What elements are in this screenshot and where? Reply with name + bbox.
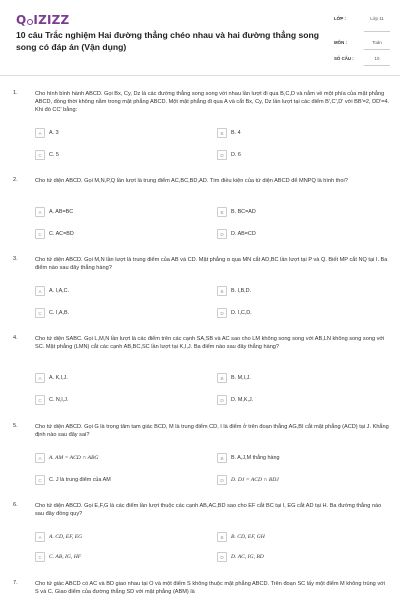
option-letter: B bbox=[217, 286, 227, 296]
option-letter: B bbox=[217, 207, 227, 217]
subject-underline bbox=[364, 49, 390, 50]
option-letter: B bbox=[217, 128, 227, 138]
question-number: 3. bbox=[13, 256, 18, 262]
option-letter: C bbox=[35, 552, 45, 562]
class-label: LỚP : bbox=[334, 16, 346, 21]
option-letter: B bbox=[217, 373, 227, 383]
option-letter: B bbox=[217, 453, 227, 463]
option-text: A. K,I,J. bbox=[49, 375, 68, 381]
logo-dot-icon bbox=[27, 19, 33, 25]
subject-label: MÔN : bbox=[334, 40, 347, 45]
option-letter: D bbox=[217, 475, 227, 485]
option-letter: A bbox=[35, 532, 45, 542]
option-letter: D bbox=[217, 229, 227, 239]
option-text: B. I,B,D. bbox=[231, 288, 252, 294]
option-letter: A bbox=[35, 286, 45, 296]
option-letter: C bbox=[35, 229, 45, 239]
option-text: B. A,J,M thẳng hàng bbox=[231, 455, 280, 461]
option-letter: C bbox=[35, 475, 45, 485]
option-letter: C bbox=[35, 308, 45, 318]
question-number: 5. bbox=[13, 423, 18, 429]
option-text: C. I,A,B. bbox=[49, 310, 70, 316]
question-number: 1. bbox=[13, 90, 18, 96]
count-value: 10 bbox=[374, 56, 380, 61]
option-letter: A bbox=[35, 128, 45, 138]
option-text: B. M,I,J. bbox=[231, 375, 251, 381]
count-label: SỐ CÂU : bbox=[334, 56, 354, 61]
option-letter: D bbox=[217, 308, 227, 318]
option-text: D. AB=CD bbox=[231, 231, 256, 237]
option-text: C. J là trung điểm của AM bbox=[49, 477, 111, 483]
question-number: 7. bbox=[13, 580, 18, 586]
option-text: A. AM = ACD ∩ ABG bbox=[49, 455, 99, 461]
option-text: A. AB=BC bbox=[49, 209, 74, 215]
option-text: A. 3 bbox=[49, 130, 59, 136]
option-letter: D bbox=[217, 395, 227, 405]
option-letter: A bbox=[35, 207, 45, 217]
question-number: 2. bbox=[13, 177, 18, 183]
option-text: A. I,A,C. bbox=[49, 288, 70, 294]
option-text: D. 6 bbox=[231, 152, 241, 158]
option-text: D. AC, IG, BD bbox=[231, 554, 264, 560]
page-title: 10 câu Trắc nghiệm Hai đường thẳng chéo nhau và hai đường thẳng song song có đáp án (Vận dụng) bbox=[16, 30, 320, 52]
question-text: Cho tứ diện ABCD. Gọi E,F,G là các điểm lần lượt thuộc các cạnh AB,AC,BD sao cho EF cắt BC tại I, EG cắt AD tại H. Ba đường thẳng nào sau đây đồng quy? bbox=[35, 503, 382, 517]
option-text: A. CD, EF, EG bbox=[49, 534, 83, 540]
question-number: 4. bbox=[13, 335, 18, 341]
option-text: C. AB, IG, HF bbox=[49, 554, 82, 560]
option-letter: A bbox=[35, 453, 45, 463]
option-letter: B bbox=[217, 532, 227, 542]
option-letter: C bbox=[35, 150, 45, 160]
option-text: D. M,K,J. bbox=[231, 397, 254, 403]
question-text: Cho hình bình hành ABCD. Gọi Bx, Cy, Dz là các đường thẳng song song với nhau lần lượt đi qua B,C,D và nằm về một phía của mặt phẳng ABCD, đồng thời không nằm trong mặt phẳng ABCD. Một mặt phẳng đi qua A và cắt Bx, Cy, Dz lần lượt tại các điểm B',C',D' với BB'=2, DD'=4. Khi đó CC' bằng: bbox=[35, 91, 390, 113]
option-text: D. I,C,D. bbox=[231, 310, 252, 316]
question-number: 6. bbox=[13, 502, 18, 508]
quizizz-logo: Q IZIZZ bbox=[16, 13, 70, 27]
option-text: C. N,I,J. bbox=[49, 397, 69, 403]
option-letter: C bbox=[35, 395, 45, 405]
option-text: D. DJ = ACD ∩ BDJ bbox=[231, 477, 279, 483]
question-text: Cho tứ diện ABCD. Gọi M,N lần lượt là trung điểm của AB và CD. Mặt phẳng α qua MN cắt AD,BC lần lượt tại P và Q. Biết MP cắt NQ tại I. Ba điểm nào sau đây thẳng hàng? bbox=[35, 257, 388, 271]
class-value: Lớp 11 bbox=[370, 16, 384, 21]
header-divider bbox=[0, 75, 400, 76]
count-underline bbox=[364, 65, 390, 66]
class-underline bbox=[364, 31, 390, 32]
question-text: Cho tứ diện ABCD. Gọi M,N,P,Q lần lượt là trung điểm AC,BC,BD,AD. Tìm điều kiện của tứ diện ABCD để MNPQ là hình thoi? bbox=[35, 178, 348, 184]
option-text: B. CD, EF, GH bbox=[231, 534, 265, 540]
option-letter: A bbox=[35, 373, 45, 383]
option-text: B. 4 bbox=[231, 130, 241, 136]
option-text: C. 5 bbox=[49, 152, 59, 158]
question-text: Cho tứ diện SABC. Gọi L,M,N lần lượt là các điểm trên các cạnh SA,SB và AC sao cho LM không song song với AB,LN không song song với SC. Mặt phẳng (LMN) cắt các cạnh AB,BC,SC lần lượt tại K,I,J. Ba điểm nào sau đây thẳng hàng? bbox=[35, 336, 385, 350]
worksheet-header bbox=[0, 0, 400, 70]
option-letter: D bbox=[217, 150, 227, 160]
question-text: Cho tứ giác ABCD có AC và BD giao nhau tại O và một điểm S không thuộc mặt phẳng ABCD. Trên đoạn SC lấy một điểm M không trùng với S và C. Giao điểm của đường thẳng SD với mặt phẳng (ABM) là bbox=[35, 581, 386, 595]
option-letter: D bbox=[217, 552, 227, 562]
question-text: Cho tứ diện ABCD. Gọi G là trọng tâm tam giác BCD, M là trung điểm CD, I là điểm ở trên đoạn thẳng AG,BI cắt mặt phẳng (ACD) tại J. Khẳng định nào sau đây sai? bbox=[35, 424, 389, 438]
subject-value: Toán bbox=[372, 40, 382, 45]
option-text: C. AC=BD bbox=[49, 231, 74, 237]
option-text: B. BC=AD bbox=[231, 209, 256, 215]
